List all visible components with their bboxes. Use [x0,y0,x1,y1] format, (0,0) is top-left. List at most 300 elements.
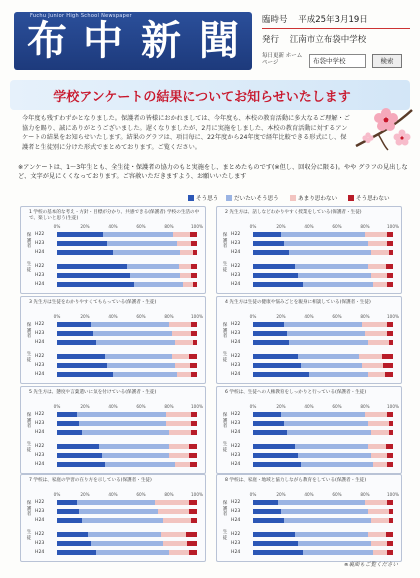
tick-label: 0% [53,224,61,229]
tick-label: 0% [249,224,257,229]
legend-item-3 [290,194,337,202]
bar-segment [57,430,82,435]
year-label: H22 [231,412,241,417]
bar-row [21,353,205,360]
stacked-bar [253,541,393,546]
group-label: 保護者 [222,233,228,250]
stacked-bar [57,264,197,269]
bar-segment [287,331,365,336]
homepage-search [262,52,410,74]
bar-segment [295,444,368,449]
year-label: H22 [35,532,45,537]
bar-segment [253,421,284,426]
cherry-blossom-icon [354,100,414,152]
stacked-bar [57,462,197,467]
tick-label: 0% [53,404,61,409]
bar-segment [103,232,173,237]
bar-segment [368,532,386,537]
bar-segment [163,541,187,546]
bar-segment [169,550,189,555]
bar-segment [189,444,197,449]
bar-segment [189,354,197,359]
year-label: H24 [35,518,45,523]
tick-label: 20% [276,314,286,319]
bar-segment [365,500,387,505]
bar-segment [386,532,393,537]
bar-segment [284,241,368,246]
bar-row [21,499,205,506]
bar-row [217,362,401,369]
bar-segment [373,462,387,467]
bar-segment [389,250,393,255]
survey-chart-panel [216,386,402,474]
bar-segment [368,241,388,246]
year-label: H22 [35,322,45,327]
bar-row [21,281,205,288]
tick-label: 40% [304,224,314,229]
legend-item-4 [348,194,390,202]
footer-note: ※裏面もご覧ください [343,562,398,568]
bar-row [217,549,401,556]
bar-segment [253,453,298,458]
bar-segment [303,282,373,287]
bar-segment [96,550,169,555]
year-label: H24 [231,430,241,435]
bar-row [217,540,401,547]
stacked-bar [253,273,393,278]
bar-segment [365,331,387,336]
bar-segment [158,509,189,514]
stacked-bar [57,363,197,368]
bar-segment [382,354,393,359]
year-label: H22 [231,354,241,359]
tick-label: 20% [276,224,286,229]
bar-segment [284,518,371,523]
year-label: H22 [231,264,241,269]
axis-ticks [53,314,203,320]
bar-segment [191,241,197,246]
bar-segment [371,430,389,435]
search-button[interactable]: 検索 [372,54,402,68]
tick-label: 80% [164,492,174,497]
stacked-bar [57,354,197,359]
headline: 学校アンケートの結果についてお知らせいたします [53,90,351,105]
chart-title: 2 先生方は、話しなどわかりやすく授業をしている(保護者・生徒) [225,210,362,215]
bar-segment [301,363,363,368]
bar-segment [298,453,371,458]
bar-segment [281,232,365,237]
bar-segment [389,518,393,523]
bar-row [217,263,401,270]
bar-segment [303,550,373,555]
tick-label: 0% [249,492,257,497]
bar-segment [287,430,371,435]
bar-segment [387,331,393,336]
tick-label: 20% [80,314,90,319]
stacked-bar [253,363,393,368]
year-label: H22 [231,500,241,505]
bar-segment [191,273,197,278]
year-label: H23 [35,363,45,368]
stacked-bar [253,340,393,345]
bar-segment [253,412,281,417]
issue-number: 臨時号 [262,15,288,25]
bar-segment [57,241,107,246]
bar-row [21,429,205,436]
year-label: H22 [35,232,45,237]
year-label: H23 [35,273,45,278]
bar-row [21,330,205,337]
bar-segment [387,550,393,555]
survey-note: ※アンケートは、1〜3年生とも、全生徒・保護者の協力のもと実施をし、まとめたものです(※但し、回収分に限る)。やや グラフの見出しなど、文字が見にくくなっております。ご容赦いただきますよう、お願いいたします [18,164,408,180]
year-label: H22 [231,444,241,449]
bar-segment [389,340,393,345]
group-label: 保護者 [26,233,32,250]
bar-segment [57,232,103,237]
bar-segment [180,273,191,278]
stacked-bar [253,250,393,255]
bar-segment [359,354,381,359]
stacked-bar [253,453,393,458]
stacked-bar [57,444,197,449]
chart-title: 6 学校は、生徒への人権教育をしっかりと行っている(保護者・生徒) [225,390,367,395]
tick-label: 60% [136,314,146,319]
tick-label: 40% [304,404,314,409]
tick-label: 80% [360,314,370,319]
masthead-char-4: 聞 [199,17,239,64]
axis-ticks [249,404,399,410]
stacked-bar [253,518,393,523]
bar-row [21,443,205,450]
bar-segment [253,273,298,278]
bar-segment [253,444,295,449]
chart-legend [188,194,414,204]
bar-segment [190,232,197,237]
stacked-bar [57,541,197,546]
bar-segment [371,453,388,458]
bar-segment [383,363,393,368]
bar-row [21,517,205,524]
year-label: H23 [231,273,241,278]
year-label: H23 [231,421,241,426]
chart-title: 4 先生方は生徒の健康や悩みごとを親身に相談している(保護者・生徒) [225,300,371,305]
bar-segment [189,509,197,514]
bar-row [21,549,205,556]
bar-row [217,339,401,346]
bar-row [21,263,205,270]
bar-segment [57,453,102,458]
bar-segment [368,421,389,426]
bar-segment [387,541,393,546]
legend-item-2 [226,194,279,202]
bar-segment [253,354,298,359]
tick-label: 80% [164,224,174,229]
legend-item-1 [188,194,218,202]
tick-label: 60% [332,224,342,229]
bar-row [217,420,401,427]
bar-segment [57,363,107,368]
stacked-bar [253,241,393,246]
bar-segment [169,453,189,458]
bar-segment [387,232,393,237]
bar-row [21,531,205,538]
bar-segment [57,462,105,467]
stacked-bar [253,372,393,377]
bar-segment [107,241,177,246]
survey-chart-panel [216,474,402,562]
tick-label: 60% [332,492,342,497]
bar-row [217,353,401,360]
tick-label: 0% [249,404,257,409]
bar-segment [82,518,163,523]
year-label: H23 [35,421,45,426]
bar-segment [130,273,180,278]
stacked-bar [57,282,197,287]
year-label: H23 [231,541,241,546]
bar-segment [173,232,190,237]
bar-segment [189,500,197,505]
bar-segment [57,331,93,336]
stacked-bar [253,500,393,505]
bar-row [217,443,401,450]
bar-segment [57,322,91,327]
group-label: 生徒 [26,530,32,541]
bar-segment [96,340,174,345]
stacked-bar [253,550,393,555]
tick-label: 60% [136,492,146,497]
survey-chart-panel [216,206,402,294]
bar-segment [253,340,289,345]
bar-segment [387,282,393,287]
bar-segment [365,232,387,237]
stacked-bar [57,241,197,246]
bar-segment [166,412,191,417]
masthead [14,12,252,70]
bar-segment [57,550,96,555]
stacked-bar [57,500,197,505]
bar-segment [79,421,166,426]
bar-segment [309,372,368,377]
bar-segment [163,518,191,523]
bar-segment [179,264,192,269]
search-input[interactable]: 布袋中学校 [309,54,366,68]
stacked-bar [253,444,393,449]
year-label: H22 [35,264,45,269]
bar-segment [99,444,169,449]
bar-segment [298,273,371,278]
bar-segment [57,282,134,287]
bar-segment [57,250,113,255]
year-label: H23 [231,363,241,368]
bar-segment [253,282,303,287]
group-label: 保護者 [222,501,228,518]
group-label: 保護者 [222,323,228,340]
bar-segment [113,372,177,377]
year-label: H23 [35,331,45,336]
bar-segment [191,331,197,336]
masthead-char-2: 中 [83,17,123,64]
bar-row [217,371,401,378]
bar-segment [387,412,393,417]
stacked-bar [253,232,393,237]
bar-segment [191,322,197,327]
tick-label: 80% [360,224,370,229]
legend-swatch-2 [226,195,232,201]
bar-segment [57,273,130,278]
bar-segment [301,462,374,467]
group-label: 保護者 [26,501,32,518]
bar-segment [57,354,105,359]
bar-row [217,411,401,418]
tick-label: 40% [304,492,314,497]
chart-title: 5 先生方は、態度や言葉遣いに気を付けている(保護者・生徒) [29,390,157,395]
bar-segment [298,354,360,359]
bar-segment [387,500,393,505]
chart-title: 7 学校は、家庭の学習の在り方を示している(保護者・生徒) [29,478,152,483]
bar-row [21,272,205,279]
tick-label: 100% [191,314,203,319]
stacked-bar [253,412,393,417]
bar-row [217,272,401,279]
axis-ticks [53,492,203,498]
bar-segment [93,331,171,336]
year-label: H24 [231,518,241,523]
stacked-bar [57,412,197,417]
year-label: H24 [231,250,241,255]
bar-segment [253,430,287,435]
group-label: 保護者 [222,413,228,430]
stacked-bar [57,250,197,255]
bar-segment [193,282,197,287]
bar-segment [189,550,197,555]
bar-segment [371,518,389,523]
group-label: 保護者 [26,413,32,430]
homepage-label: 毎日更新 ホームページ [262,53,303,66]
bar-row [217,240,401,247]
bar-segment [295,532,368,537]
bar-segment [190,363,197,368]
stacked-bar [253,421,393,426]
lead-paragraph: 今年度も残すわずかとなりました。保護者の皆様におかれましては、今年度も、本校の教育活動に多大なるご理解・ご協力を賜り、誠にありがとうございました。遅くなりましたが、2月に実施をしました、本校の教育活動に対するアンケートの結果をお知らせいたします。結果のグラフは、項目毎に、22年度から24年度で経年比較できる形式にし、保護者と生徒別に分けた形式でまとめております。ご覧ください。 [22,115,350,151]
bar-segment [161,532,186,537]
legend-label-3: あまり思わない [298,196,338,202]
stacked-bar [57,232,197,237]
bar-row [217,231,401,238]
bar-segment [57,500,77,505]
bar-segment [253,518,284,523]
legend-swatch-3 [290,195,296,201]
group-label: 生徒 [222,530,228,541]
tick-label: 100% [387,492,399,497]
issue-divider [262,28,410,29]
bar-segment [371,541,388,546]
year-label: H24 [231,462,241,467]
bar-segment [91,541,164,546]
bar-segment [387,273,393,278]
bar-segment [362,322,387,327]
bar-segment [298,541,371,546]
tick-label: 80% [164,404,174,409]
bar-row [21,411,205,418]
tick-label: 100% [387,224,399,229]
year-label: H23 [231,331,241,336]
bar-segment [281,412,365,417]
bar-row [217,249,401,256]
tick-label: 20% [80,404,90,409]
survey-chart-panel [20,474,206,562]
bar-segment [373,550,387,555]
bar-segment [57,340,96,345]
bar-segment [387,453,393,458]
bar-segment [386,264,393,269]
group-label: 生徒 [222,262,228,273]
stacked-bar [57,322,197,327]
survey-chart-panel [20,386,206,474]
axis-ticks [249,224,399,230]
tick-label: 20% [80,224,90,229]
bar-segment [107,363,174,368]
year-label: H22 [35,412,45,417]
bar-segment [175,340,193,345]
year-label: H22 [35,500,45,505]
bar-segment [253,500,278,505]
year-label: H24 [35,430,45,435]
survey-chart-panel [20,206,206,294]
stacked-bar [253,462,393,467]
bar-segment [57,372,113,377]
tick-label: 40% [108,404,118,409]
legend-swatch-1 [188,195,194,201]
bar-segment [253,250,289,255]
bar-segment [368,372,385,377]
stacked-bar [57,532,197,537]
bar-segment [253,264,295,269]
bar-segment [134,282,183,287]
group-label: 生徒 [26,352,32,363]
bar-segment [284,322,362,327]
chart-title: 8 学校は、家庭・地域と協力しながら教育をしている(保護者・生徒) [225,478,367,483]
bar-segment [57,509,79,514]
stacked-bar [253,331,393,336]
bar-segment [169,322,191,327]
bar-segment [253,541,298,546]
bar-segment [57,264,127,269]
bar-segment [253,331,287,336]
masthead-subtitle: Fuchu Junior High School Newspaper [30,13,132,19]
tick-label: 0% [53,492,61,497]
masthead-char-3: 新 [141,17,181,64]
bar-segment [177,372,191,377]
year-label: H24 [35,250,45,255]
stacked-bar [57,421,197,426]
bar-segment [253,532,295,537]
bar-row [217,452,401,459]
bar-segment [172,354,189,359]
publisher-name: 江南市立布袋中学校 [289,35,367,45]
bar-segment [172,331,192,336]
bar-segment [177,241,191,246]
bar-segment [385,372,393,377]
bar-segment [253,363,301,368]
year-label: H23 [231,241,241,246]
bar-row [217,461,401,468]
year-label: H23 [35,453,45,458]
tick-label: 100% [191,224,203,229]
bar-segment [190,462,197,467]
tick-label: 60% [332,314,342,319]
bar-segment [289,250,370,255]
bar-segment [57,541,91,546]
